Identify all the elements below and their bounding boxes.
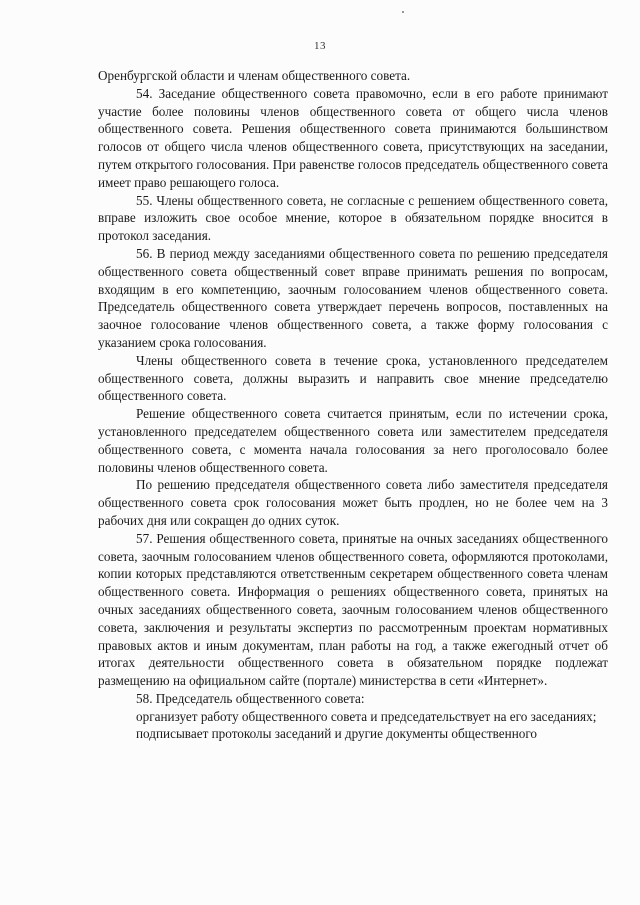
paragraph: Оренбургской области и членам общественного совета. (98, 68, 411, 83)
paragraph: подписывает протоколы заседаний и другие документы общественного (136, 726, 538, 742)
paragraph: 58. Председатель общественного совета: (136, 690, 365, 706)
paragraph: организует работу общественного совета и председательствует на его заседаниях; (136, 708, 597, 724)
paragraph: Члены общественного совета в течение срока, установленного председателем общественного совета, должны выразить и направить свое мнение председателю общественного совета. (98, 352, 608, 404)
paragraph: 56. В период между заседаниями общественного совета по решению председателя общественного совета общественный совет вправе принимать решения по вопросам, входящим в его компетенцию, заочным голосованием членов общественного совета. Председатель общественного совета утверждает перечень вопросов, поставленных на заочное голосование членов общественного совета, а также форму голосования с указанием срока голосования. (98, 245, 608, 350)
paragraph: Решение общественного совета считается принятым, если по истечении срока, установленного председателем общественного совета или заместителем председателя общественного совета, с момента начала голосования за него проголосовало более половины членов общественного совета. (98, 406, 608, 475)
paragraph: 57. Решения общественного совета, принятые на очных заседаниях общественного совета, заочным голосованием членов общественного совета, оформляются протоколами, копии которых представляются ответственным секретарем общественного совета членам общественного совета. Информация о решениях общественного совета, принятых на очных заседаниях общественного совета, заочным голосованием членов общественного совета, заключения и результаты экспертиз по рассмотренным проектам нормативных правовых актов и иным документам, план работы на год, а также ежегодный отчет об итогах деятельности общественного совета в обязательном порядке подлежат размещению на официальном сайте (портале) министерства в сети «Интернет». (98, 530, 608, 689)
document-body (98, 67, 608, 743)
paragraph: 55. Члены общественного совета, не согласные с решением общественного совета, вправе изложить свое особое мнение, которое в обязательном порядке вносится в протокол заседания. (98, 192, 608, 244)
paragraph: По решению председателя общественного совета либо заместителя председателя общественного совета срок голосования может быть продлен, но не более чем на 3 рабочих дня или сокращен до одних суток. (98, 477, 608, 528)
scan-speck (402, 11, 404, 13)
paragraph: 54. Заседание общественного совета правомочно, если в его работе принимают участие более половины членов общественного совета от общего числа членов общественного совета. Решения общественного совета принимаются большинством голосов от общего числа членов общественного совета, присутствующих на заседании, путем открытого голосования. При равенстве голосов председатель общественного совета имеет право решающего голоса. (98, 85, 608, 190)
page-number: 13 (314, 40, 326, 52)
